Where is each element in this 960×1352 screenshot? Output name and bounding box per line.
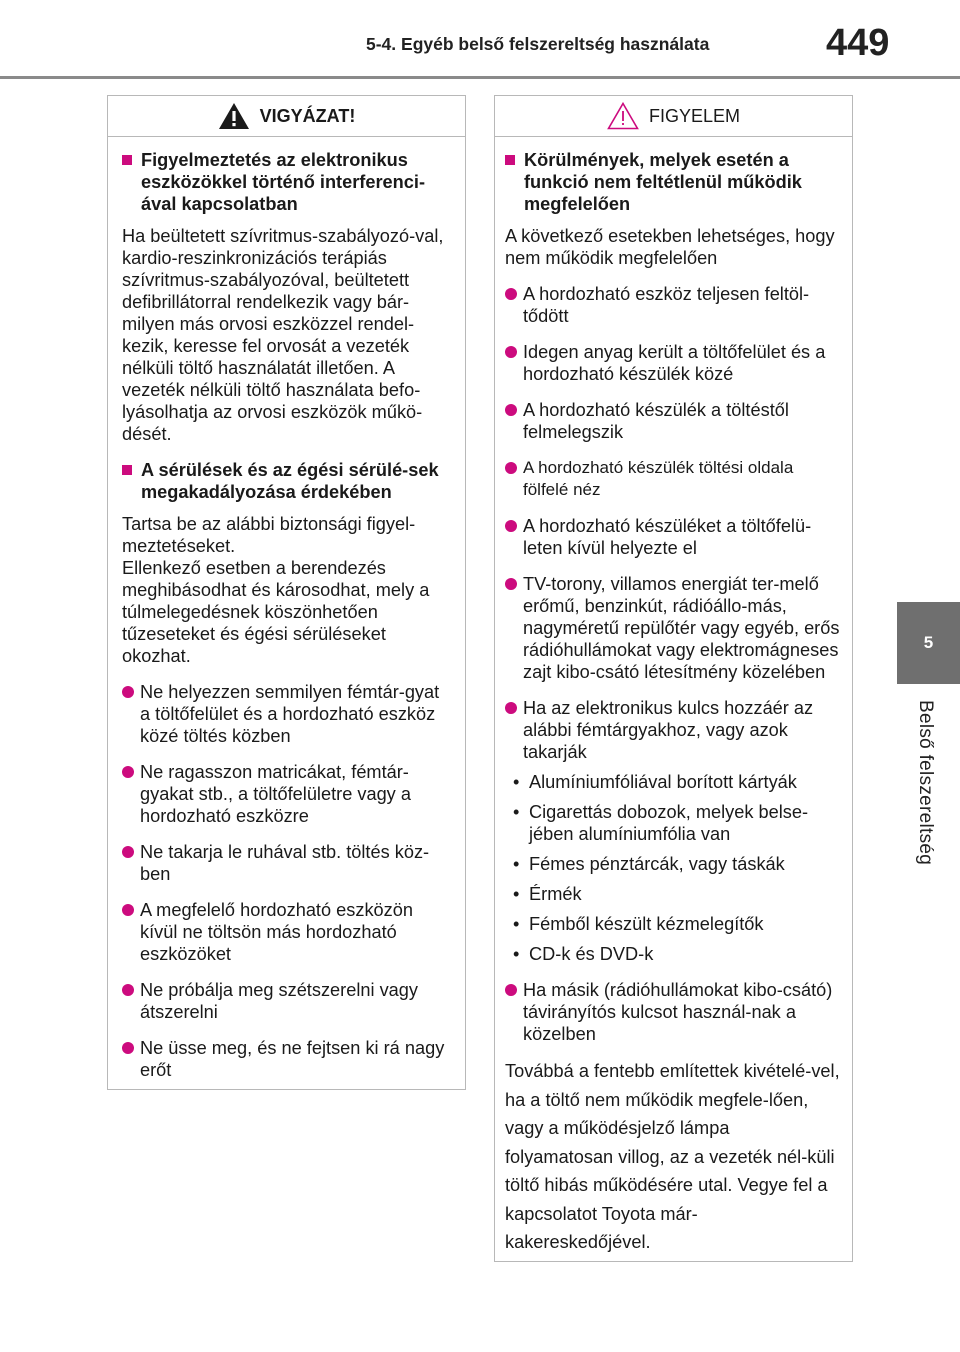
list-item [122,899,453,965]
sub-list-item [505,913,840,935]
list-item [122,681,453,747]
list-item [505,697,840,763]
bullet-glyph: • [513,772,520,792]
section-title: 5-4. Egyéb belső felszereltség használata [366,34,710,54]
list-item [505,341,840,385]
list-item-text: Idegen anyag került a töltőfelület és a hordozható készülék közé [523,342,826,384]
circle-bullet-icon [122,686,134,698]
circle-bullet-icon [505,578,517,590]
warning-text-2: Tartsa be az alábbi biztonsági figyel-meztetéseket. Ellenkező esetben a berendezés meghibásodhat és károsodhat, mely a túlmelegedésnek köszönhetően tűzeseteket és égési sérüléseket okozhat. [122,514,430,666]
sub-list-item [505,853,840,875]
chapter-label: Belső felszereltség [915,700,936,866]
bullet-glyph: • [513,884,520,904]
square-bullet-icon [122,465,132,475]
list-item [505,283,840,327]
bullet-glyph: • [513,854,520,874]
list-item-text: Ne próbálja meg szétszerelni vagy átszerelni [140,980,418,1022]
warning-heading-1-text: Figyelmeztetés az elektronikus eszközökkel történő interferenci-ával kapcsolatban [141,150,426,214]
list-item-text: Ne takarja le ruhával stb. töltés köz-ben [140,842,430,884]
warning-box-header [108,96,465,137]
notice-triangle-icon [607,102,639,130]
sub-list-item-text: Fémből készült kézmelegítők [529,914,764,934]
bullet-glyph: • [513,944,520,964]
sub-list-item-text: Cigarettás dobozok, melyek belse-jében alumíniumfólia van [529,802,809,844]
bullet-glyph: • [513,914,520,934]
circle-bullet-icon [505,346,517,358]
warning-triangle-icon [218,102,250,130]
sub-list-item-text: Alumíniumfóliával borított kártyák [529,772,797,792]
list-item-text: A hordozható eszköz teljesen feltöl-tődött [523,284,810,326]
list-item [122,761,453,827]
sub-list-item [505,943,840,965]
list-item-text: A hordozható készülék a töltéstől felmelegszik [523,400,789,442]
circle-bullet-icon [505,984,517,996]
sub-list-item-text: Fémes pénztárcák, vagy táskák [529,854,785,874]
list-item [505,515,840,559]
list-item [122,1037,453,1081]
warning-heading-1 [122,149,453,215]
list-item-text: TV-torony, villamos energiát ter-melő erőmű, benzinkút, rádióállo-más, nagyméretű repülőtér vagy egyéb, erős rádióhullámokat vagy elektromágneses zajt kibo-csátó létesítmény közelében [523,574,840,682]
list-item-text: Ne ragasszon matricákat, fémtár-gyakat stb., a töltőfelületre vagy a hordozható eszközre [140,762,411,826]
list-item-text: A hordozható készüléket a töltőfelü-leten kívül helyezte el [523,516,812,558]
page-number: 449 [826,22,890,64]
list-item [505,399,840,443]
list-item [505,573,840,683]
circle-bullet-icon [122,766,134,778]
warning-title: VIGYÁZAT! [259,105,356,126]
sub-list-item [505,771,840,793]
chapter-number: 5 [923,633,934,652]
list-item [122,841,453,885]
header-rule [0,76,960,79]
circle-bullet-icon [122,904,134,916]
list-item-text: Ne helyezzen semmilyen fémtár-gyat a töltőfelület és a hordozható eszköz közé töltés közben [140,682,440,746]
circle-bullet-icon [122,1042,134,1054]
square-bullet-icon [505,155,515,165]
circle-bullet-icon [505,462,517,474]
circle-bullet-icon [122,846,134,858]
notice-box-body [495,137,852,1257]
list-item-text: Ne üsse meg, és ne fejtsen ki rá nagy erőt [140,1038,445,1080]
sub-list-item [505,801,840,845]
chapter-tab [897,602,960,684]
square-bullet-icon [122,155,132,165]
bullet-glyph: • [513,802,520,822]
circle-bullet-icon [505,702,517,714]
list-item-text: A megfelelő hordozható eszközön kívül ne töltsön más hordozható eszközöket [140,900,413,964]
notice-heading-text: Körülmények, melyek esetén a funkció nem feltétlenül működik megfelelően [524,150,802,214]
sub-list-item [505,883,840,905]
warning-heading-2-text: A sérülések és az égési sérülé-sek megakadályozása érdekében [141,460,439,502]
list-item-text: Ha az elektronikus kulcs hozzáér az alábbi fémtárgyakhoz, vagy azok takarják [523,698,814,762]
sub-list-item-text: CD-k és DVD-k [529,944,654,964]
notice-box [494,95,853,1262]
list-item-text: A hordozható készülék töltési oldala fölfelé néz [523,458,794,499]
notice-closing-text: Továbbá a fentebb említettek kivételé-vel, ha a töltő nem működik megfele-lően, vagy a működésjelző lámpa folyamatosan villog, az a vezeték nél-küli töltő hibás működésére utal. Vegye fel a kapcsolatot Toyota már-kakereskedőjével. [505,1061,840,1252]
list-item [505,457,840,501]
notice-title: FIGYELEM [648,105,741,126]
list-item [505,979,840,1045]
notice-heading [505,149,840,215]
list-item [122,979,453,1023]
circle-bullet-icon [505,404,517,416]
list-item-text: Ha másik (rádióhullámokat kibo-csátó) távirányítós kulcsot használ-nak a közelben [523,980,833,1044]
notice-intro: A következő esetekben lehetséges, hogy nem működik megfelelően [505,226,835,268]
circle-bullet-icon [122,984,134,996]
warning-text-1: Ha beültetett szívritmus-szabályozó-val, kardio-reszinkronizációs terápiás szívritmus-szabályozóval, beültetett defibrillátorral rendelkezik vagy bár-milyen más orvosi eszközzel rendel-kezik, keresse fel orvosát a vezeték nélküli töltő használatát illetően. A vezeték nélküli töltő használata befo-lyásolhatja az orvosi eszközök műkö-dését. [122,226,444,444]
notice-box-header [495,96,852,137]
warning-heading-2 [122,459,453,503]
warning-box [107,95,466,1090]
circle-bullet-icon [505,288,517,300]
warning-box-body [108,137,465,1081]
circle-bullet-icon [505,520,517,532]
sub-list-item-text: Érmék [529,884,582,904]
